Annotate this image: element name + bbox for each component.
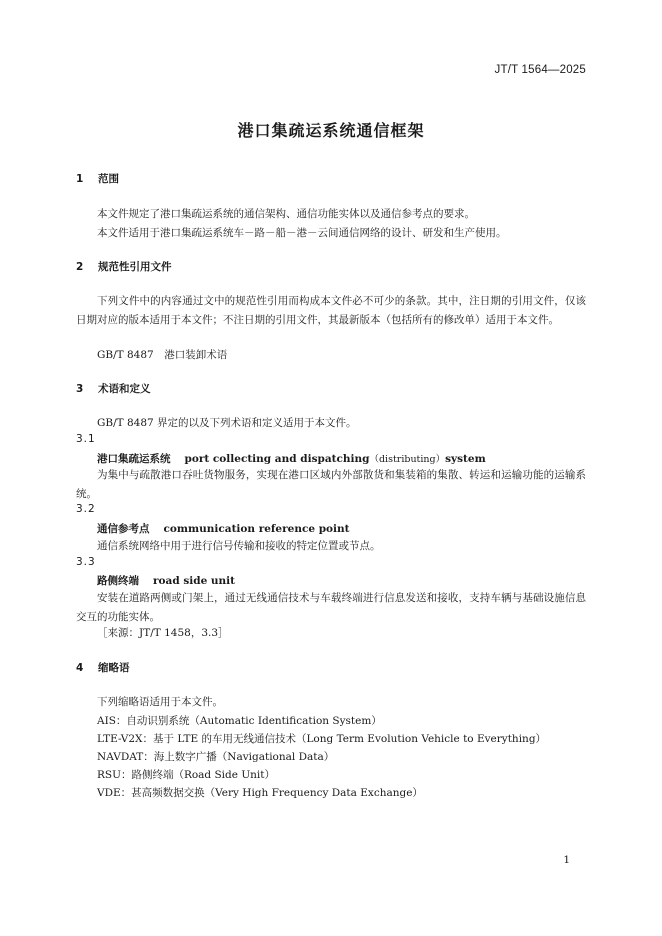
abbreviation-item: RSU：路侧终端（Road Side Unit） bbox=[97, 769, 276, 781]
paragraph: 下列文件中的内容通过文中的规范性引用而构成本文件必不可少的条款。其中，注日期的引用文件，仅该日期对应的版本适用于本文件；不注日期的引用文件，其最新版本（包括所有的修改单）适用于本文件。 bbox=[76, 295, 586, 326]
term-chinese: 路侧终端 bbox=[97, 575, 139, 587]
term-chinese: 通信参考点 bbox=[97, 523, 150, 535]
term-heading bbox=[97, 521, 350, 536]
term-english-tail: system bbox=[445, 453, 486, 465]
term-source: ［来源：JT/T 1458，3.3］ bbox=[97, 627, 229, 639]
section-2-heading bbox=[76, 259, 172, 274]
document-code: JT/T 1564—2025 bbox=[494, 64, 586, 76]
section-3-heading bbox=[76, 381, 151, 396]
section-4-heading bbox=[76, 660, 130, 675]
term-english: port collecting and dispatching bbox=[184, 453, 370, 465]
section-title: 规范性引用文件 bbox=[98, 261, 172, 273]
term-chinese: 港口集疏运系统 bbox=[97, 453, 171, 465]
term-number: 3.1 bbox=[76, 433, 96, 445]
page-number: 1 bbox=[563, 854, 570, 866]
document-title: 港口集疏运系统通信框架 bbox=[237, 121, 425, 140]
section-number: 1 bbox=[76, 173, 84, 185]
abbreviation-item: LTE-V2X：基于 LTE 的车用无线通信技术（Long Term Evolution Vehicle to Everything） bbox=[97, 733, 547, 745]
paragraph: GB/T 8487 界定的以及下列术语和定义适用于本文件。 bbox=[97, 417, 357, 429]
term-heading bbox=[97, 573, 235, 588]
term-number: 3.2 bbox=[76, 503, 96, 515]
section-title: 术语和定义 bbox=[98, 383, 151, 395]
section-number: 2 bbox=[76, 261, 84, 273]
paragraph: 本文件规定了港口集疏运系统的通信架构、通信功能实体以及通信参考点的要求。 bbox=[97, 208, 475, 220]
paragraph: 下列缩略语适用于本文件。 bbox=[97, 696, 223, 708]
abbreviation-item: AIS：自动识别系统（Automatic Identification System） bbox=[97, 715, 382, 727]
term-definition: 为集中与疏散港口吞吐货物服务，实现在港口区域内外部散货和集装箱的集散、转运和运输功能的运输系统。 bbox=[76, 469, 586, 500]
section-title: 缩略语 bbox=[98, 662, 130, 674]
abbreviation-item: NAVDAT：海上数字广播（Navigational Data） bbox=[97, 751, 335, 763]
section-title: 范围 bbox=[98, 173, 119, 185]
term-english: road side unit bbox=[153, 575, 236, 587]
section-1-heading bbox=[76, 171, 119, 186]
section-number: 4 bbox=[76, 662, 84, 674]
normative-reference: GB/T 8487 港口装卸术语 bbox=[97, 349, 228, 361]
section-number: 3 bbox=[76, 383, 84, 395]
paragraph: 本文件适用于港口集疏运系统车－路－船－港－云间通信网络的设计、研发和生产使用。 bbox=[97, 227, 507, 239]
term-heading bbox=[97, 451, 486, 466]
abbreviation-item: VDE：甚高频数据交换（Very High Frequency Data Exchange） bbox=[97, 787, 423, 799]
term-number: 3.3 bbox=[76, 556, 96, 568]
term-english-paren: （distributing） bbox=[369, 454, 446, 465]
term-definition: 安装在道路两侧或门架上，通过无线通信技术与车载终端进行信息发送和接收，支持车辆与基础设施信息交互的功能实体。 bbox=[76, 592, 586, 623]
term-definition: 通信系统网络中用于进行信号传输和接收的特定位置或节点。 bbox=[97, 540, 381, 552]
term-english: communication reference point bbox=[163, 523, 350, 535]
